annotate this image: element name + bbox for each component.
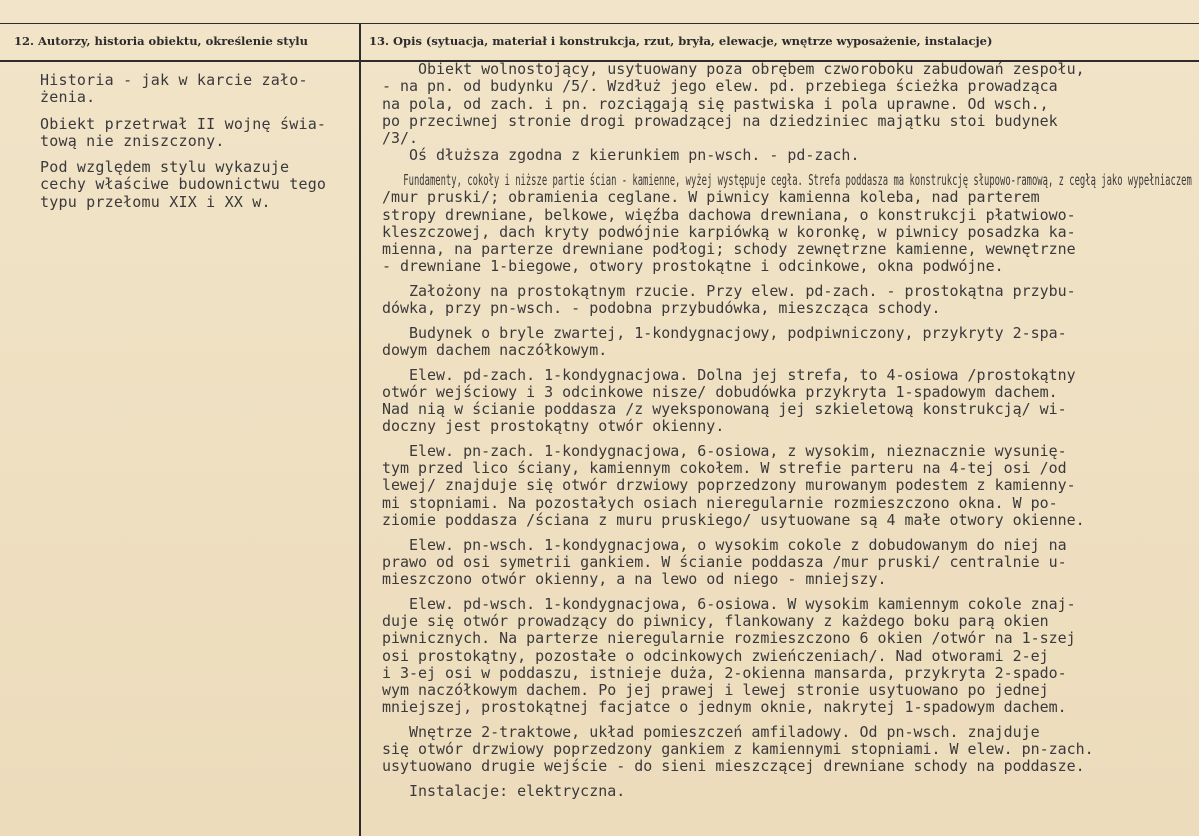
- text-line: ziomie poddasza /ściana z muru pruskiego/ usytuowane są 4 małe otwory okienne.: [382, 511, 1085, 530]
- text-line: Elew. pn-wsch. 1-kondygnacjowa, o wysokim cokole z dobudowanym do niej na: [382, 535, 1067, 554]
- text-line: Obiekt wolnostojący, usytuowany poza obrębem czworoboku zabudowań zespołu,: [382, 60, 1085, 78]
- text-line: Instalacje: elektryczna.: [382, 781, 626, 800]
- description-paragraph: [382, 596, 1194, 717]
- history-paragraph: [40, 159, 340, 211]
- history-paragraph: [40, 72, 340, 107]
- text-line: typu przełomu XIX i XX w.: [40, 192, 271, 211]
- text-line: - drewniane 1-biegowe, otwory prostokątne i odcinkowe, okna podwójne.: [382, 257, 1004, 276]
- text-line: mienna, na parterze drewniane podłogi; schody zewnętrzne kamienne, wewnętrzne: [382, 240, 1076, 259]
- text-line: dówka, przy pn-wsch. - podobna przybudówka, mieszcząca schody.: [382, 299, 941, 318]
- text-line: wym naczółkowym dachem. Po jej prawej i lewej stronie usytuowano po jednej: [382, 681, 1049, 700]
- text-line: na pola, od zach. i pn. rozciągają się pastwiska i pola uprawne. Od wsch.,: [382, 94, 1049, 113]
- text-line: kleszczowej, dach kryty podwójnie karpiówką w koronkę, w piwnicy posadzka ka-: [382, 222, 1076, 241]
- text-line: Budynek o bryle zwartej, 1-kondygnacjowy, podpiwniczony, przykryty 2-spa-: [382, 323, 1067, 342]
- text-line: mieszczono otwór okienny, a na lewo od niego - mniejszy.: [382, 570, 887, 589]
- text-line: Pod względem stylu wykazuje: [40, 158, 290, 177]
- text-line: cechy właściwe budownictwu tego: [40, 175, 327, 194]
- text-line: Elew. pd-wsch. 1-kondygnacjowa, 6-osiowa. W wysokim kamiennym cokole znaj-: [382, 594, 1076, 613]
- description-paragraph: [382, 443, 1194, 529]
- column-divider: [359, 23, 361, 836]
- description-paragraph: [382, 537, 1194, 589]
- text-line: doczny jest prostokątny otwór okienny.: [382, 417, 725, 436]
- section-13-heading: 13. Opis (sytuacja, materiał i konstrukcja, rzut, bryła, elewacje, wnętrze wyposażenie, instalacje): [369, 34, 993, 48]
- text-line: Oś dłuższa zgodna z kierunkiem pn-wsch. - pd-zach.: [382, 146, 860, 165]
- text-line: po przeciwnej stronie drogi prowadzącej na dziedziniec majątku stoi budynek: [382, 111, 1058, 130]
- text-line: - na pn. od budynku /5/. Wzdłuż jego elew. pd. przebiega ścieżka prowadząca: [382, 77, 1058, 96]
- text-line: Obiekt przetrwał II wojnę świa-: [40, 114, 327, 133]
- description-paragraph: [382, 283, 1194, 318]
- text-line: Nad nią w ścianie poddasza /z wyeksponowaną jej szkieletową konstrukcją/ wi-: [382, 400, 1067, 419]
- text-line: dowym dachem naczółkowym.: [382, 341, 608, 360]
- text-line: mniejszej, prostokątnej facjatce o jednym oknie, nakrytej 1-spadowym dachem.: [382, 698, 1067, 717]
- text-line: otwór wejściowy i 3 odcinkowe nisze/ dobudówka przykryta 1-spadowym dachem.: [382, 382, 1058, 401]
- text-line: się otwór drzwiowy poprzedzony gankiem z kamiennymi stopniami. W elew. pn-zach.: [382, 740, 1094, 759]
- text-line: żenia.: [40, 88, 96, 107]
- text-line: i 3-ej osi w poddaszu, istnieje duża, 2-okienna mansarda, przykryta 2-spado-: [382, 663, 1067, 682]
- text-line: /3/.: [382, 129, 419, 148]
- section-12-heading: 12. Autorzy, historia obiektu, określenie stylu: [14, 34, 308, 48]
- text-line: Elew. pn-zach. 1-kondygnacjowa, 6-osiowa, z wysokim, nieznacznie wysunię-: [382, 441, 1067, 460]
- history-column: [40, 72, 340, 220]
- description-column: [382, 61, 1194, 807]
- description-paragraph: [382, 783, 1194, 800]
- description-paragraph: [382, 61, 1194, 165]
- text-line: Historia - jak w karcie zało-: [40, 71, 308, 89]
- text-line: tową nie zniszczony.: [40, 131, 225, 150]
- text-line: usytuowano drugie wejście - do sieni mieszczącej drewniane schody na poddasze.: [382, 757, 1085, 776]
- text-line: piwnicznych. Na parterze nieregularnie rozmieszczono 6 okien /otwór na 1-szej: [382, 629, 1076, 648]
- description-paragraph: [382, 367, 1194, 436]
- text-line: tym przed lico ściany, kamiennym cokołem. W strefie parteru na 4-tej osi /od: [382, 459, 1067, 478]
- text-line: lewej/ znajduje się otwór drzwiowy poprzedzony murowanym podestem z kamienny-: [382, 476, 1076, 495]
- text-line: Założony na prostokątnym rzucie. Przy elew. pd-zach. - prostokątna przybu-: [382, 281, 1076, 300]
- history-paragraph: [40, 116, 340, 151]
- text-line: /mur pruski/; obramienia ceglane. W piwnicy kamienna koleba, nad parterem: [382, 188, 1040, 207]
- text-line: Elew. pd-zach. 1-kondygnacjowa. Dolna jej strefa, to 4-osiowa /prostokątny: [382, 365, 1076, 384]
- text-line: Fundamenty, cokoły i niższe partie ścian - kamienne, wyżej występuje cegła. Strefa poddasza ma konstrukcję słupowo-ramową, z cegłą jako wypełniaczem: [382, 170, 1192, 189]
- text-line: stropy drewniane, belkowe, więźba dachowa drewniana, o konstrukcji płatwiowo-: [382, 205, 1076, 224]
- text-line: osi prostokątny, pozostałe o odcinkowych zwieńczeniach/. Nad otworami 2-ej: [382, 646, 1049, 665]
- text-line: mi stopniami. Na pozostałych osiach nieregularnie rozmieszczono okna. W po-: [382, 493, 1058, 512]
- top-rule: [0, 23, 1199, 24]
- text-line: Wnętrze 2-traktowe, układ pomieszczeń amfiladowy. Od pn-wsch. znajduje: [382, 722, 1040, 741]
- text-line: duje się otwór prowadzący do piwnicy, flankowany z każdego boku parą okien: [382, 611, 1049, 630]
- text-line: prawo od osi symetrii gankiem. W ścianie poddasza /mur pruski/ centralnie u-: [382, 552, 1067, 571]
- description-paragraph: [382, 724, 1194, 776]
- description-paragraph: [382, 325, 1194, 360]
- description-paragraph: [382, 172, 1194, 276]
